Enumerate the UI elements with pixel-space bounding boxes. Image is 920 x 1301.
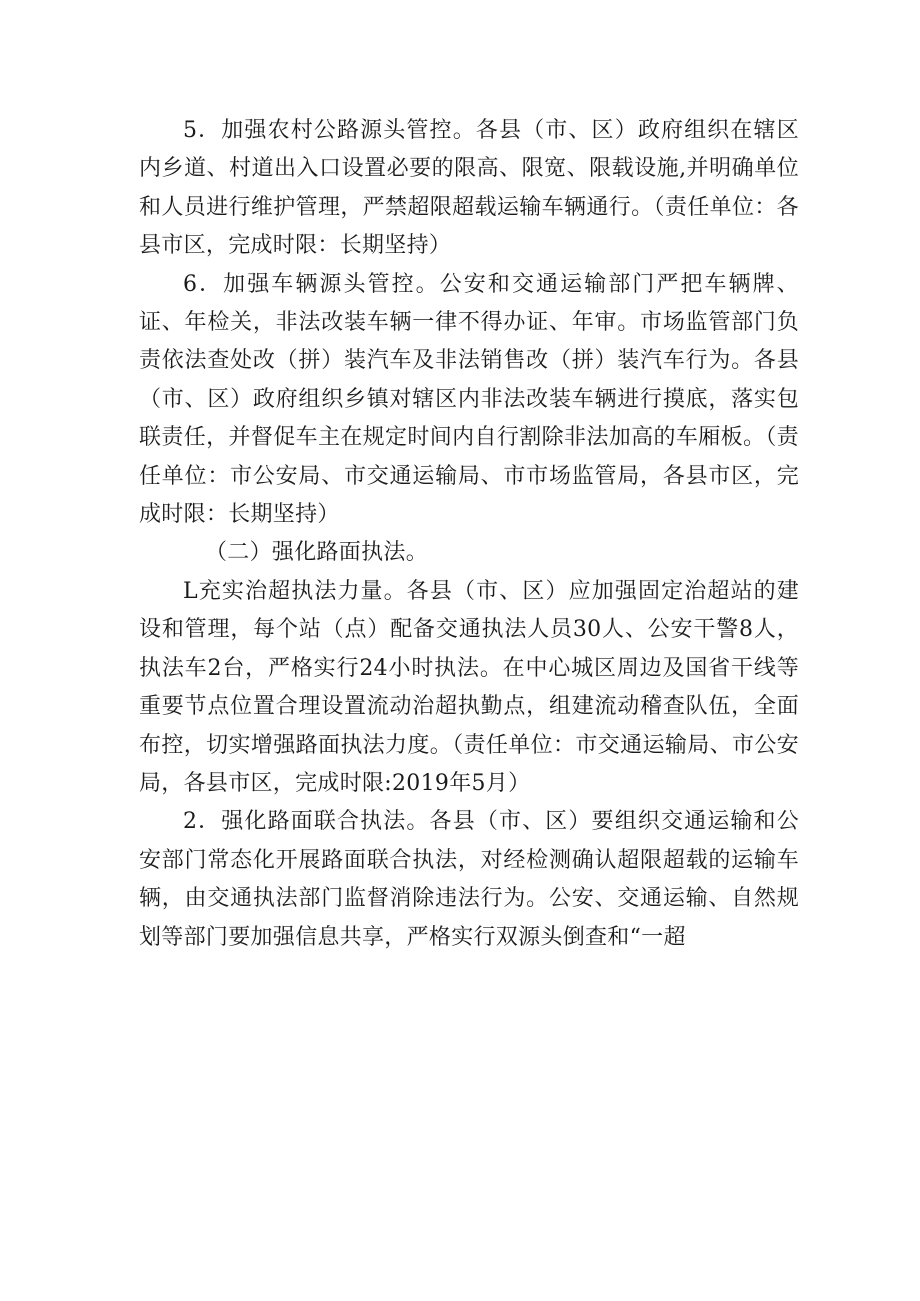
document-body — [139, 112, 799, 957]
paragraph-vehicle-source-control: 6．加强车辆源头管控。公安和交通运输部门严把车辆牌、证、年检关，非法改装车辆一律不得办证、年审。市场监管部门负责依法查处改（拼）装汽车及非法销售改（拼）装汽车行为。各县（市、区）政府组织乡镇对辖区内非法改装车辆进行摸底，落实包联责任，并督促车主在规定时间内自行割除非法加高的车厢板。（责任单位：市公安局、市交通运输局、市市场监管局，各县市区，完成时限：长期坚持） — [139, 271, 799, 528]
section-heading-road-enforcement: （二）强化路面执法。 — [205, 540, 429, 566]
paragraph-enforcement-force: L充实治超执法力量。各县（市、区）应加强固定治超站的建设和管理，每个站（点）配备交通执法人员30人、公安干警8人，执法车2台，严格实行24小时执法。在中心城区周边及国省干线等重要节点位置合理设置流动治超执勤点，组建流动稽查队伍，全面布控，切实增强路面执法力度。（责任单位：市交通运输局、市公安局，各县市区，完成时限:2019年5月） — [139, 578, 799, 796]
paragraph-rural-road-control: 5．加强农村公路源头管控。各县（市、区）政府组织在辖区内乡道、村道出入口设置必要的限高、限宽、限载设施,并明确单位和人员进行维护管理，严禁超限超载运输车辆通行。（责任单位：各县市区，完成时限：长期坚持） — [139, 118, 799, 259]
paragraph-joint-enforcement: 2．强化路面联合执法。各县（市、区）要组织交通运输和公安部门常态化开展路面联合执法，对经检测确认超限超载的运输车辆，由交通执法部门监督消除违法行为。公安、交通运输、自然规划等部门要加强信息共享，严格实行双源头倒查和“一超 — [139, 809, 799, 950]
